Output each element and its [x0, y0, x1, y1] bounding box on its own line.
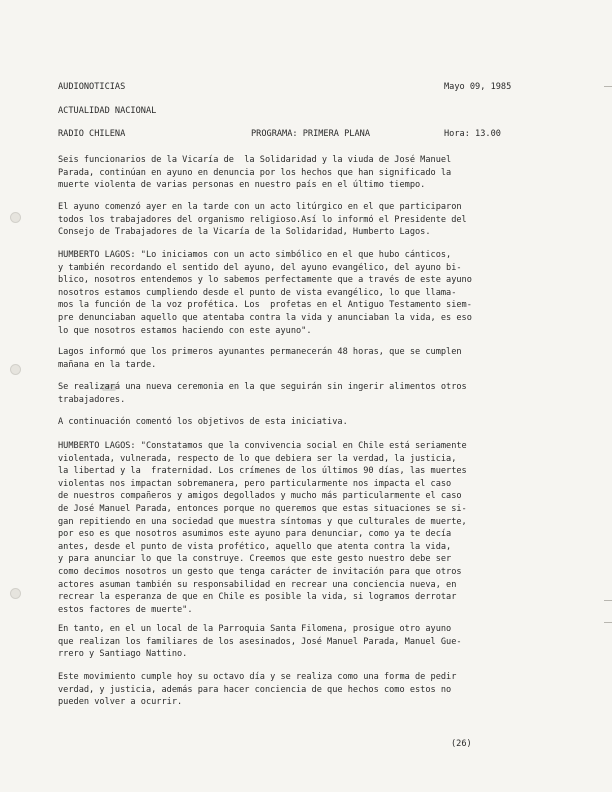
text-line: trabajadores.: [58, 394, 126, 405]
text-line: de José Manuel Parada, entonces porque no queremos que estas situaciones se si-: [58, 503, 467, 514]
text-line: blico, nosotros entendemos y lo sabemos perfectamente que a través de este ayuno: [58, 275, 472, 286]
paragraph: [58, 416, 554, 429]
paragraph: [58, 154, 554, 192]
punch-hole-bottom: [10, 588, 21, 599]
text-line: actores asuman también su responsabilidad en recrear una conciencia nueva, en: [58, 579, 457, 590]
text-line: mos la función de la voz profética. Los profetas en el Antiguo Testamento siem-: [58, 300, 472, 311]
text-line: Parada, continúan en ayuno en denuncia por los hechos que han significado la: [58, 167, 452, 178]
paragraph: [58, 671, 554, 709]
text-line: muerte violenta de varias personas en nuestro país en el último tiempo.: [58, 180, 426, 191]
text-line: como decimos nosotros un gesto que tenga carácter de invitación para que otros: [58, 566, 462, 577]
text-line: recrear la esperanza de que en Chile es posible la vida, si logramos derrotar: [58, 592, 457, 603]
text-line: En tanto, en el un local de la Parroquia Santa Filomena, prosigue otro ayuno: [58, 624, 452, 634]
text-line: gan repitiendo en una sociedad que muestra síntomas y que culturales de muerte,: [58, 516, 467, 527]
program-label: PROGRAMA: PRIMERA PLANA: [251, 129, 370, 139]
text-line: pre denunciaban aquello que atentaba contra la vida y anunciaban la vida, es eso: [58, 312, 472, 323]
text-line: mañana en la tarde.: [58, 359, 157, 370]
paragraph: [58, 201, 554, 239]
page-number: (26): [451, 739, 472, 749]
text-line: violentas nos impactan sobremanera, pero particularmente nos impacta el caso: [58, 478, 452, 489]
text-line: por eso es que nosotros asumimos este ayuno para denunciar, como ya te decía: [58, 529, 452, 540]
text-line: nosotros estamos cumpliendo desde el punto de vista evangélico, lo que llama-: [58, 287, 457, 298]
text-line: Este movimiento cumple hoy su octavo día y se realiza como una forma de pedir: [58, 672, 457, 682]
text-line: verdad, y justicia, además para hacer conciencia de que hechos como estos no: [58, 684, 452, 695]
text-line: antes, desde el punto de vista profético, aquello que atenta contra la vida,: [58, 541, 452, 552]
quote-paragraph: [58, 249, 554, 337]
text-line: estos factores de muerte".: [58, 604, 193, 615]
text-line: El ayuno comenzó ayer en la tarde con un acto litúrgico en el que participaron: [58, 202, 462, 212]
punch-hole-top: [10, 212, 21, 223]
paragraph: [58, 623, 554, 661]
document-date: Mayo 09, 1985: [444, 82, 512, 92]
text-line: y para anunciar lo que la construye. Creemos que este gesto nuestro debe ser: [58, 554, 452, 565]
text-line: la libertad y la fraternidad. Los crímenes de los últimos 90 días, las muertes: [58, 466, 467, 477]
text-line: Se realizará una nueva ceremonia en la que seguirán sin ingerir alimentos otros: [58, 382, 467, 392]
text-line: lo que nosotros estamos haciendo con este ayuno".: [58, 325, 312, 336]
text-line: violentada, vulnerada, respecto de lo que debiera ser la verdad, la justicia,: [58, 453, 457, 464]
text-line: A continuación comentó los objetivos de esta iniciativa.: [58, 417, 348, 427]
agency-label: AUDIONOTICIAS: [58, 82, 126, 92]
text-line: Seis funcionarios de la Vicaría de la Solidaridad y la viuda de José Manuel: [58, 155, 452, 165]
text-line: de nuestros compañeros y amigos degollados y mucho más particularmente el caso: [58, 491, 462, 502]
text-line: HUMBERTO LAGOS: "Constatamos que la convivencia social en Chile está seriamente: [58, 441, 467, 451]
quote-paragraph: [58, 440, 554, 616]
broadcast-time: Hora: 13.00: [444, 129, 501, 139]
text-line: rrero y Santiago Nattino.: [58, 649, 188, 660]
station-label: RADIO CHILENA: [58, 129, 126, 139]
paragraph: [58, 346, 554, 371]
text-line: y también recordando el sentido del ayuno, del ayuno evangélico, del ayuno bi-: [58, 262, 462, 273]
section-label: ACTUALIDAD NACIONAL: [58, 106, 157, 116]
text-line: Lagos informó que los primeros ayunantes permanecerán 48 horas, que se cumplen: [58, 347, 462, 357]
text-line: Consejo de Trabajadores de la Vicaría de la Solidaridad, Humberto Lagos.: [58, 227, 431, 238]
text-line: HUMBERTO LAGOS: "Lo iniciamos con un acto simbólico en el que hubo cánticos,: [58, 250, 452, 260]
paragraph: [58, 381, 554, 406]
margin-tick: [604, 600, 612, 601]
punch-hole-middle: [10, 364, 21, 375]
text-line: todos los trabajadores del organismo religioso.Así lo informó el Presidente del: [58, 214, 467, 225]
margin-tick: [604, 622, 612, 623]
margin-tick: [604, 86, 612, 87]
text-line: pueden volver a ocurrir.: [58, 697, 183, 708]
text-line: que realizan los familiares de los asesinados, José Manuel Parada, Manuel Gue-: [58, 636, 462, 647]
